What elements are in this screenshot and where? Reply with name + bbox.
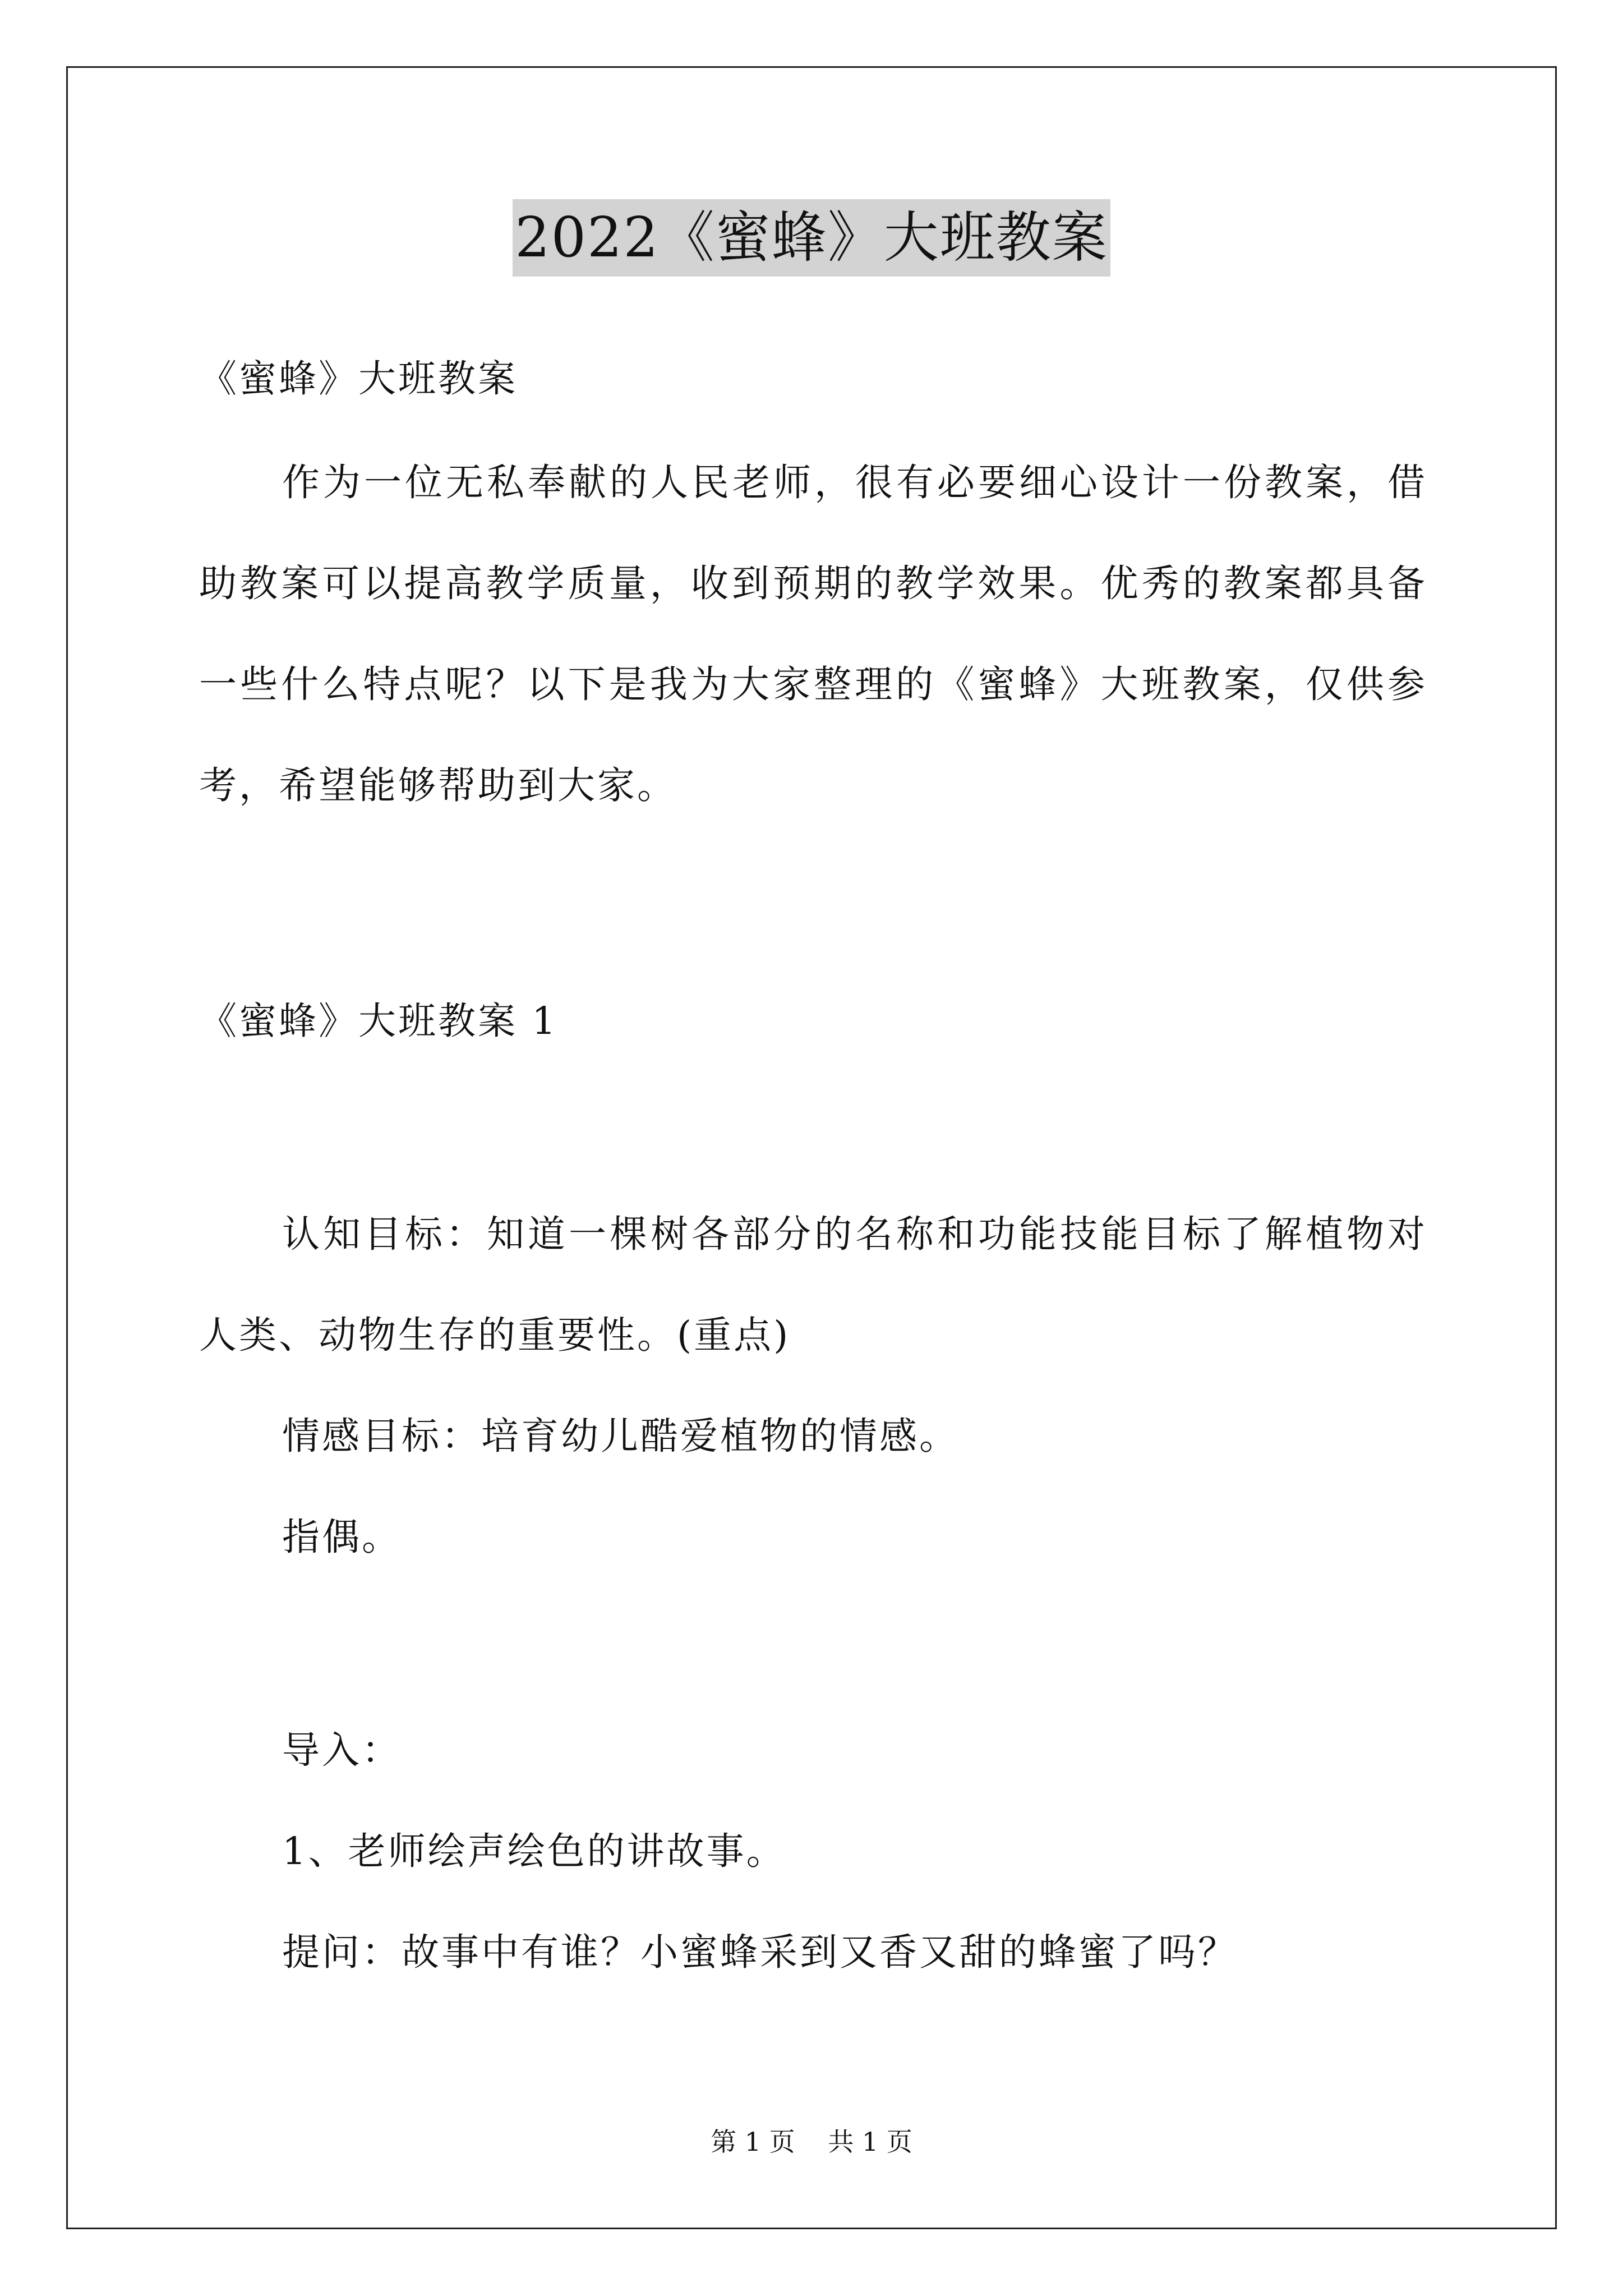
intro-line-4: 考，希望能够帮助到大家。 xyxy=(199,763,677,807)
intro-line-3: 一些什么特点呢？以下是我为大家整理的《蜜蜂》大班教案，仅供参 xyxy=(199,662,1427,706)
section-heading: 《蜜蜂》大班教案 1 xyxy=(199,999,558,1043)
emotion-goal: 情感目标：培育幼儿酷爱植物的情感。 xyxy=(282,1414,959,1458)
intro-line-1: 作为一位无私奉献的人民老师，很有必要细心设计一份教案，借 xyxy=(282,461,1427,504)
intro-label: 导入： xyxy=(282,1728,402,1772)
page-total: 共 1 页 xyxy=(828,2127,912,2157)
page-footer xyxy=(0,2126,1623,2157)
question: 提问：故事中有谁？小蜜蜂采到又香又甜的蜂蜜了吗？ xyxy=(282,1930,1238,1974)
title-container xyxy=(0,199,1623,277)
goal-line-1: 认知目标：知道一棵树各部分的名称和功能技能目标了解植物对 xyxy=(282,1212,1427,1256)
page-current: 第 1 页 xyxy=(711,2127,795,2157)
step-1: 1、老师绘声绘色的讲故事。 xyxy=(282,1829,786,1873)
intro-line-2: 助教案可以提高教学质量，收到预期的教学效果。优秀的教案都具备 xyxy=(199,562,1427,605)
document-title: 2022《蜜蜂》大班教案 xyxy=(513,199,1110,277)
subtitle: 《蜜蜂》大班教案 xyxy=(199,357,518,401)
goal-line-2: 人类、动物生存的重要性。(重点) xyxy=(199,1313,791,1357)
pointing-text: 指偶。 xyxy=(282,1515,402,1559)
